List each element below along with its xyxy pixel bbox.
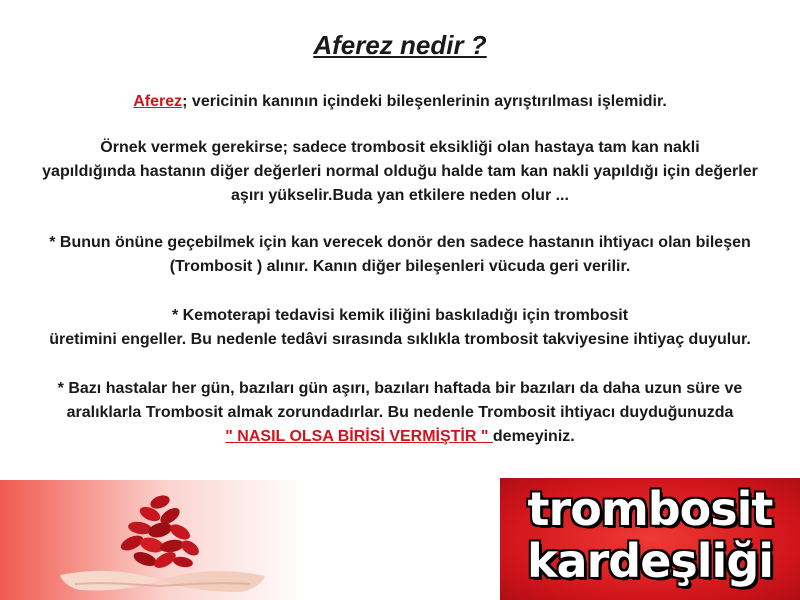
trombosit-kardesligi-logo — [500, 478, 800, 600]
logo-line-2: kardeşliği — [526, 534, 774, 588]
example-paragraph — [0, 136, 800, 208]
page-title: Aferez nedir ? — [313, 30, 487, 60]
hands-icon — [60, 571, 265, 592]
point-3-paragraph — [0, 377, 800, 449]
definition-paragraph — [0, 90, 800, 114]
aferez-term: Aferez — [133, 93, 183, 110]
point-2-line-2: üretimini engeller. Bu nedenle tedâvi sırasında sıklıkla trombosit takviyesine ihtiyaç duyulur. — [49, 331, 751, 348]
point-3-line-3 — [0, 425, 800, 449]
example-line-3: aşırı yükselir.Buda yan etkilere neden olur ... — [231, 187, 569, 204]
example-line-1: Örnek vermek gerekirse; sadece trombosit eksikliği olan hastaya tam kan nakli — [100, 139, 700, 156]
blood-cells-icon — [119, 493, 202, 571]
point-1-line-2: (Trombosit ) alınır. Kanın diğer bileşenleri vücuda geri verilir. — [169, 258, 631, 275]
logo-line-1: trombosit — [527, 482, 773, 536]
example-line-2: yapıldığında hastanın diğer değerleri normal olduğu halde tam kan nakli yapıldığı için değerler — [42, 163, 758, 180]
warning-tail: demeyiniz. — [492, 428, 575, 445]
point-3-line-2: aralıklarla Trombosit almak zorundadırlar. Bu nedenle Trombosit ihtiyacı duyduğunuzda — [66, 404, 734, 421]
point-3-line-1: * Bazı hastalar her gün, bazıları gün aşırı, bazıları haftada bir bazıları da daha uzun süre ve — [57, 380, 743, 397]
point-2-line-1: * Kemoterapi tedavisi kemik iliğini baskıladığı için trombosit — [171, 307, 629, 324]
definition-text: ; vericinin kanının içindeki bileşenlerinin ayrıştırılması işlemidir. — [182, 93, 667, 110]
blood-hands-banner — [0, 480, 306, 600]
point-1-paragraph — [0, 231, 800, 279]
warning-quote: " NASIL OLSA BİRİSİ VERMİŞTİR " — [225, 428, 493, 445]
point-2-paragraph — [0, 304, 800, 352]
blood-hands-illustration — [0, 480, 306, 600]
point-1-line-1: * Bunun önüne geçebilmek için kan verecek donör den sadece hastanın ihtiyacı olan bileşen — [49, 234, 751, 251]
